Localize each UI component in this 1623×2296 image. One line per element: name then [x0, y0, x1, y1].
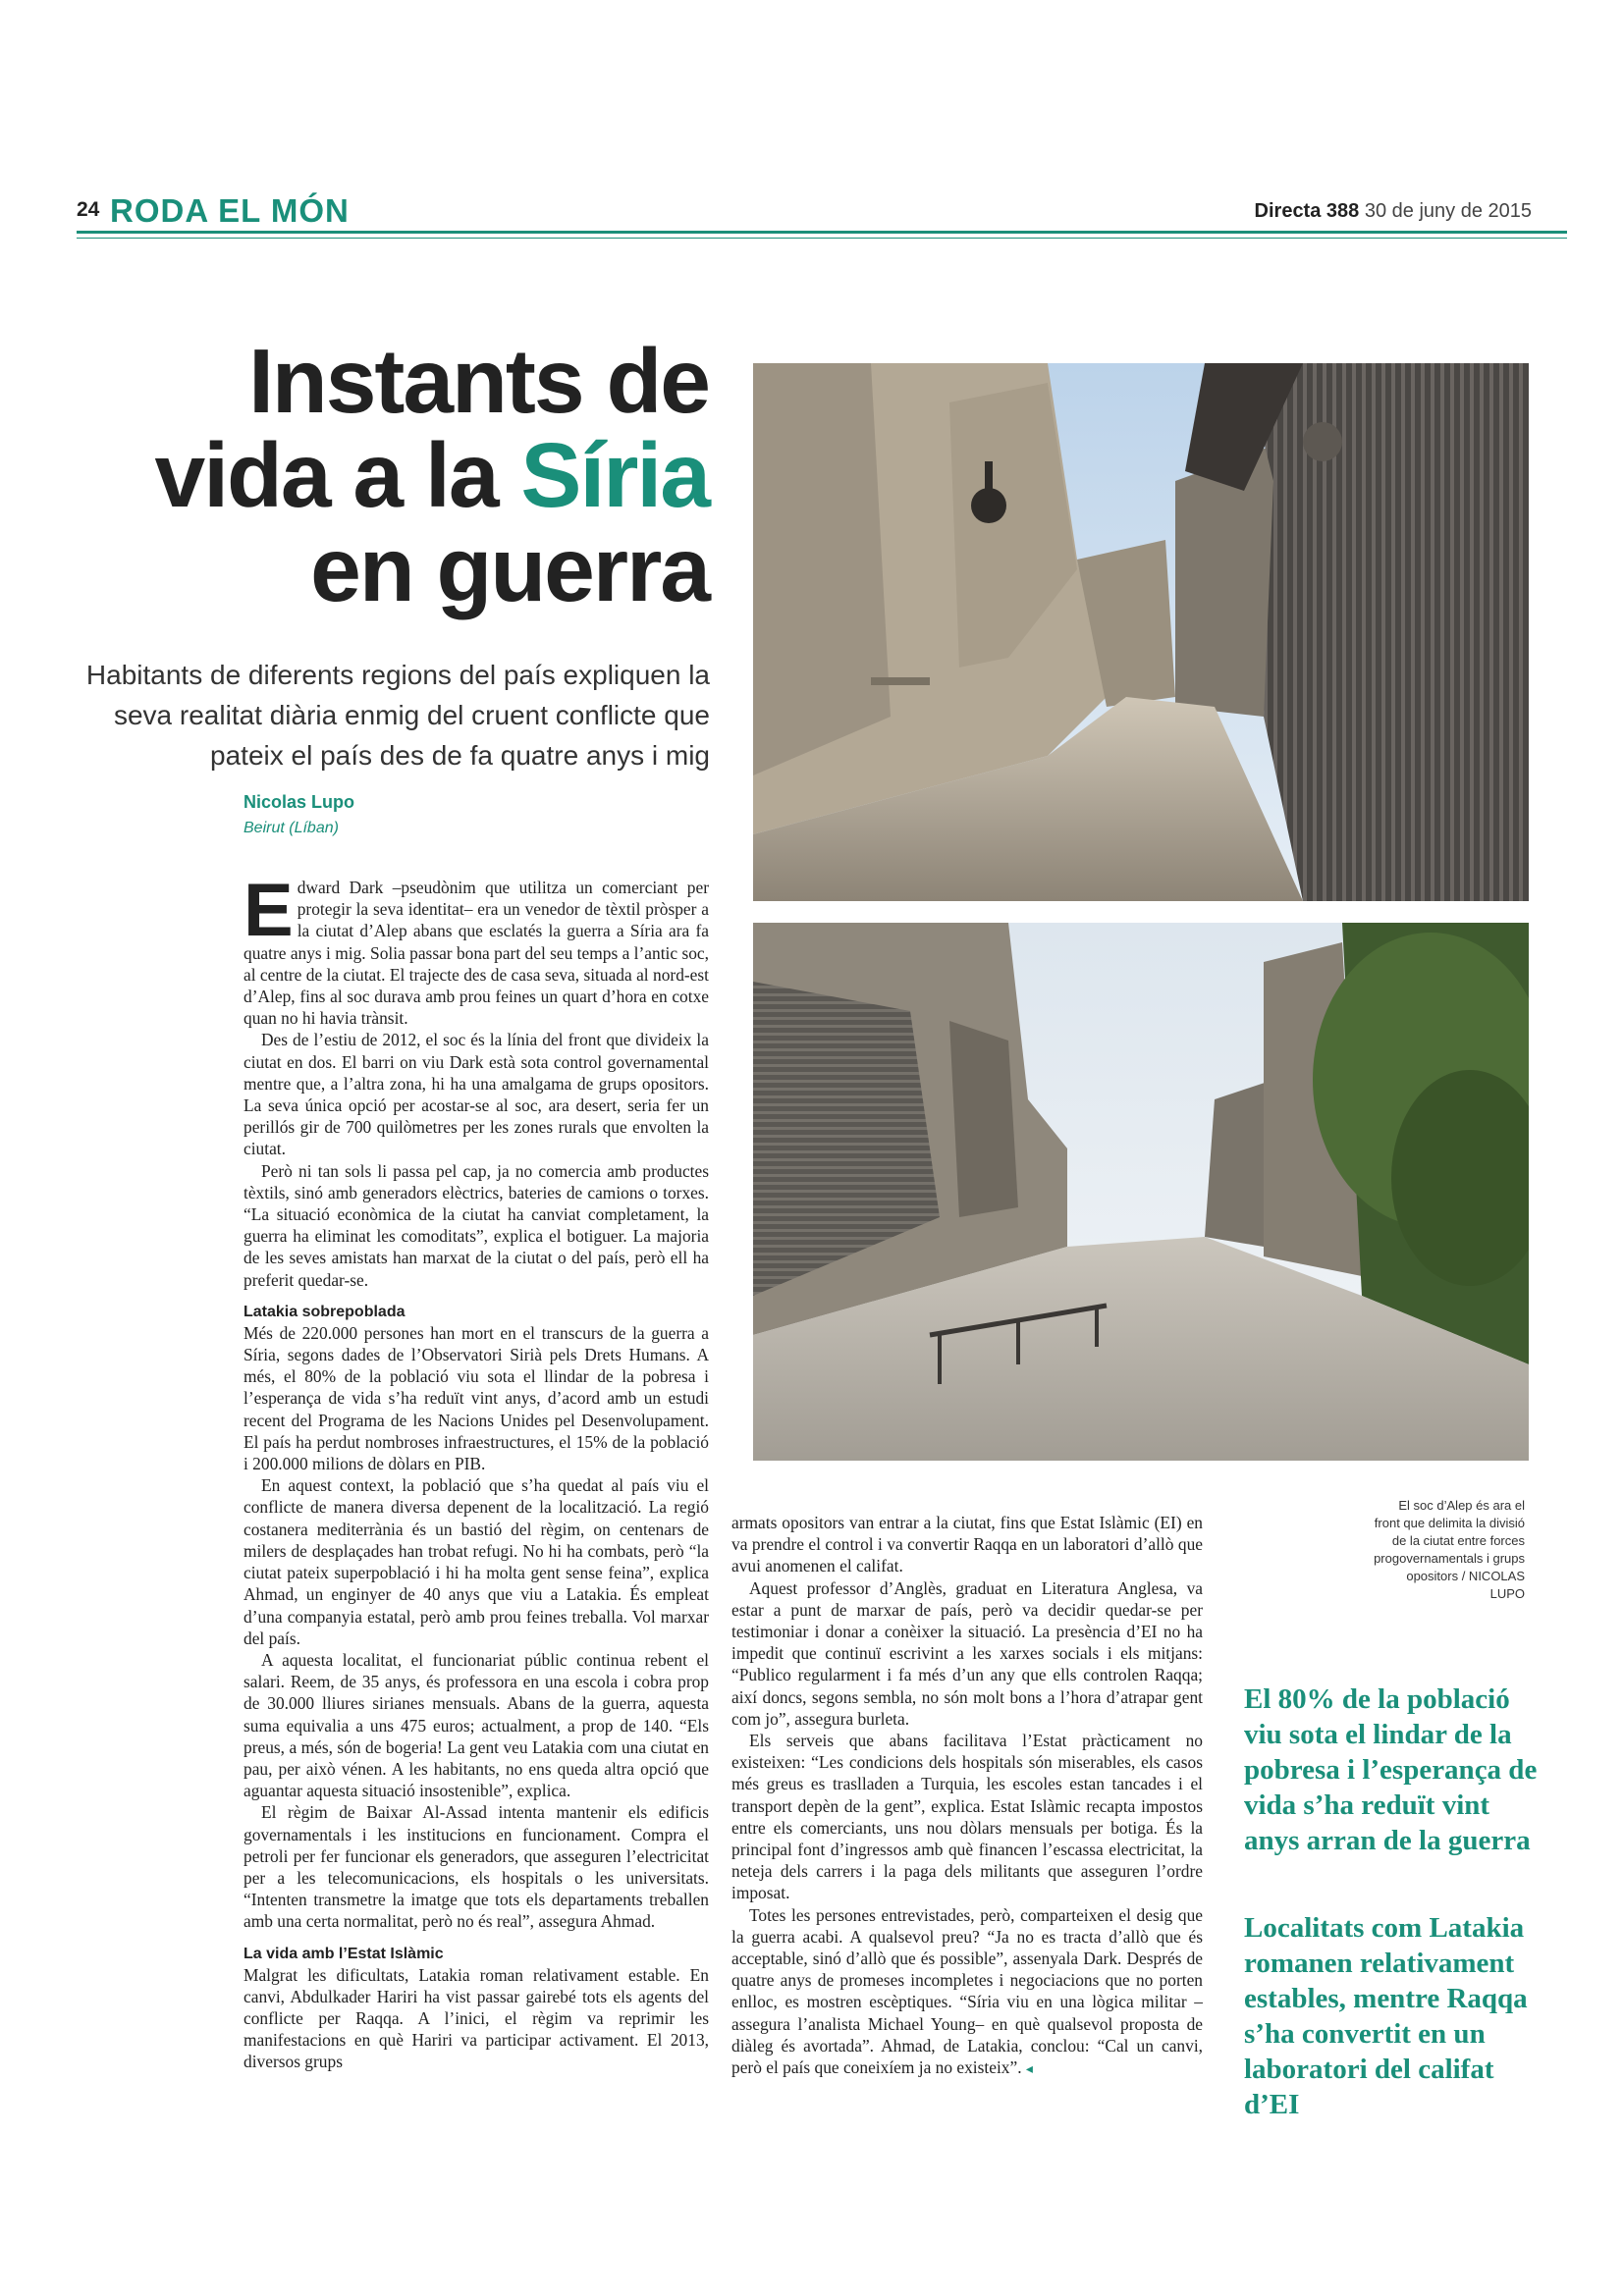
- article-paragraph: A aquesta localitat, el funcionariat públic continua rebent el salari. Reem, de 35 anys, és professora en una escola i cobra prop de 30.000 lliures sirianes mensuals. Abans de la guerra, aquesta suma equivalia a uns 475 euros; actualment, a prop de 140. “Els preus, a més, són de bogeria! La gent veu Latakia com una ciutat en pau, per això vénen. A les habitants, no ens queda altra opció que aguantar aquesta situació insostenible”, explica.: [243, 1649, 709, 1801]
- article-paragraph: Els serveis que abans facilitava l’Estat pràcticament no existeixen: “Les condicions dels hospitals són miserables, els casos més greus es traslladen a Turquia, les escoles estan tancades i el transport depèn de la gent”, explica. Estat Islàmic recapta impostos entre els comerciants, uns nou dòlars mensuals per botiga. És la principal font d’ingressos amb què financen l’escassa electricitat, la neteja dels carrers i la paga dels militants que asseguren l’ordre imposat.: [731, 1731, 1203, 1903]
- subheading-estat-islamic: La vida amb l’Estat Islàmic: [243, 1945, 444, 1962]
- headline-line-2-text: vida a la: [154, 424, 521, 526]
- article-paragraph: armats opositors van entrar a la ciutat, fins que Estat Islàmic (EI) en va prendre el control i va convertir Raqqa en un laboratori d’allò que avui anomenen el califat.: [731, 1513, 1203, 1576]
- headline: [77, 330, 709, 620]
- article-paragraph: Malgrat les dificultats, Latakia roman relativament estable. En canvi, Abdulkader Hariri ha vist passar gairebé tots els agents del conflicte per Raqqa. A l’inici, el règim va reprimir les manifestacions en què Hariri va participar activament. El 2013, diversos grups: [243, 1964, 709, 2072]
- headline-accent-word: Síria: [520, 424, 709, 526]
- photo-aleppo-souk-street: [753, 363, 1529, 901]
- article-paragraph: [731, 1904, 1203, 2080]
- headline-line-2: [77, 424, 709, 526]
- page-number: 24: [77, 198, 100, 221]
- article-paragraph: El règim de Baixar Al-Assad intenta mantenir els edificis governamentals i les institucions en funcionament. Compra el petroli per fer funcionar els generadors, que asseguren l’electricitat per a les telecomunicacions, els hospitals o les universitats. “Intenten transmetre la imatge que tots els departaments treballen amb una certa normalitat, però no és real”, assegura Ahmad.: [243, 1802, 709, 1932]
- photo-aleppo-empty-street: [753, 923, 1529, 1461]
- article-paragraph: Des de l’estiu de 2012, el soc és la línia del front que divideix la ciutat en dos. El barri on viu Dark està sota control governamental mentre que, a l’altra zona, hi ha una amalgama de grups opositors. La seva única opció per acostar-se al soc, ara desert, seria fer un perillós gir de 700 quilòmetres per les zones rurals que envolten la ciutat.: [243, 1030, 709, 1159]
- publication-name: Directa 388: [1254, 200, 1360, 222]
- article-paragraph: En aquest context, la població que s’ha quedat al país viu el conflicte de manera diversa depenent de la localització. La regió costanera mediterrània és un bastió del règim, on centenars de milers de desplaçades han trobat refugi. No hi ha combats, però “la ciutat pateix superpoblació i hi ha molta gent sense feina”, explica Ahmad, un enginyer de 40 anys que viu a Latakia. És empleat d’una companyia estatal, però amb prou feines treballa. Vol marxar del país.: [243, 1475, 709, 1648]
- article-column-1: [243, 869, 709, 2073]
- end-mark-icon: ◂: [1025, 2060, 1033, 2077]
- headline-line-3: en guerra: [310, 518, 709, 620]
- pull-quote-2: Localitats com Latakia romanen relativament estables, mentre Raqqa s’ha convertit en un laboratori del califat d’EI: [1244, 1912, 1528, 2120]
- drop-cap: E: [243, 869, 294, 952]
- article-paragraph: Més de 220.000 persones han mort en el transcurs de la guerra a Síria, segons dades de l’Observatori Sirià pels Drets Humans. A més, el 80% de la població viu sota el llindar de la pobresa i l’esperança de vida s’ha reduït vint anys, d’acord amb un estudi recent del Programa de les Nacions Unides pel Desenvolupament. El país ha perdut nombroses infraestructures, el 15% de la població i 200.000 milions de dòlars en PIB.: [243, 1322, 709, 1474]
- issue-date: 30 de juny de 2015: [1364, 200, 1532, 222]
- photo-caption: El soc d’Alep és ara el front que delimita la divisió de la ciutat entre forces progovernamentals i grups opositors / NICOLAS LUPO: [1374, 1498, 1525, 1601]
- issue-info: [1255, 200, 1532, 223]
- article-paragraph: Aquest professor d’Anglès, graduat en Literatura Anglesa, va estar a punt de marxar de país, però va decidir quedar-se per testimoniar i donar a conèixer la situació. La presència d’EI no ha impedit que continuï escrivint a les xarxes socials i els mitjans: “Publico regularment i fa més d’un any que ells controlen Raqqa; així doncs, segons sembla, no són molt bons a l’hora d’atrapar gent com jo”, assegura burleta.: [731, 1577, 1203, 1729]
- byline-location: Beirut (Líban): [243, 820, 339, 836]
- pull-quote-1: El 80% de la població viu sota el lindar de la pobresa i l’esperança de vida s’ha reduït vint anys arran de la guerra: [1244, 1683, 1538, 1856]
- paragraph-text: Totes les persones entrevistades, però, comparteixen el desig que la guerra acabi. A qualsevol preu? “Ja no es tracta d’allò que és acceptable, sinó d’allò que és possible”, assenyala Dark. Després de quatre anys de promeses incompletes i negociacions que no porten enlloc, es mostren escèptiques. “Síria viu en una lògica militar –assegura l’analista Michael Young– en què qualsevol proposta de diàleg és avortada”. Ahmad, de Latakia, conclou: “Cal un canvi, però el país que coneixíem ja no existeix”.: [731, 1904, 1203, 2078]
- subheading-latakia: Latakia sobrepoblada: [243, 1303, 406, 1320]
- deck-subtitle: Habitants de diferents regions del país expliquen la seva realitat diària enmig del cruent conflicte que pateix el país des de fa quatre anys i mig: [85, 660, 710, 771]
- byline-author: Nicolas Lupo: [243, 792, 355, 812]
- header-rule: [77, 231, 1567, 234]
- headline-line-1: Instants de: [248, 330, 709, 432]
- header-rule-thin: [77, 238, 1567, 239]
- article-paragraph: Però ni tan sols li passa pel cap, ja no comercia amb productes tèxtils, sinó amb generadors elèctrics, bateries de camions o torxes. “La situació econòmica de la ciutat ha canviat completament, la guerra ha eliminat les comoditats”, explica el botiguer. La majoria de les seves amistats han marxat de la ciutat o del país, però ell ha preferit quedar-se.: [243, 1160, 709, 1290]
- article-paragraph: [243, 869, 709, 1029]
- paragraph-text: dward Dark –pseudònim que utilitza un comerciant per protegir la seva identitat– era un venedor de tèxtil pròsper a la ciutat d’Alep abans que esclatés la guerra a Síria ara fa quatre anys i mig. Solia passar bona part del seu temps a l’antic soc, al centre de la ciutat. El trajecte des de casa seva, situada al nord-est d’Alep, fins al soc durava amb prou feines un quart d’hora en cotxe quan no hi havia trànsit.: [243, 878, 709, 1029]
- article-column-2: [731, 1512, 1203, 2079]
- section-title: RODA EL MÓN: [110, 192, 350, 229]
